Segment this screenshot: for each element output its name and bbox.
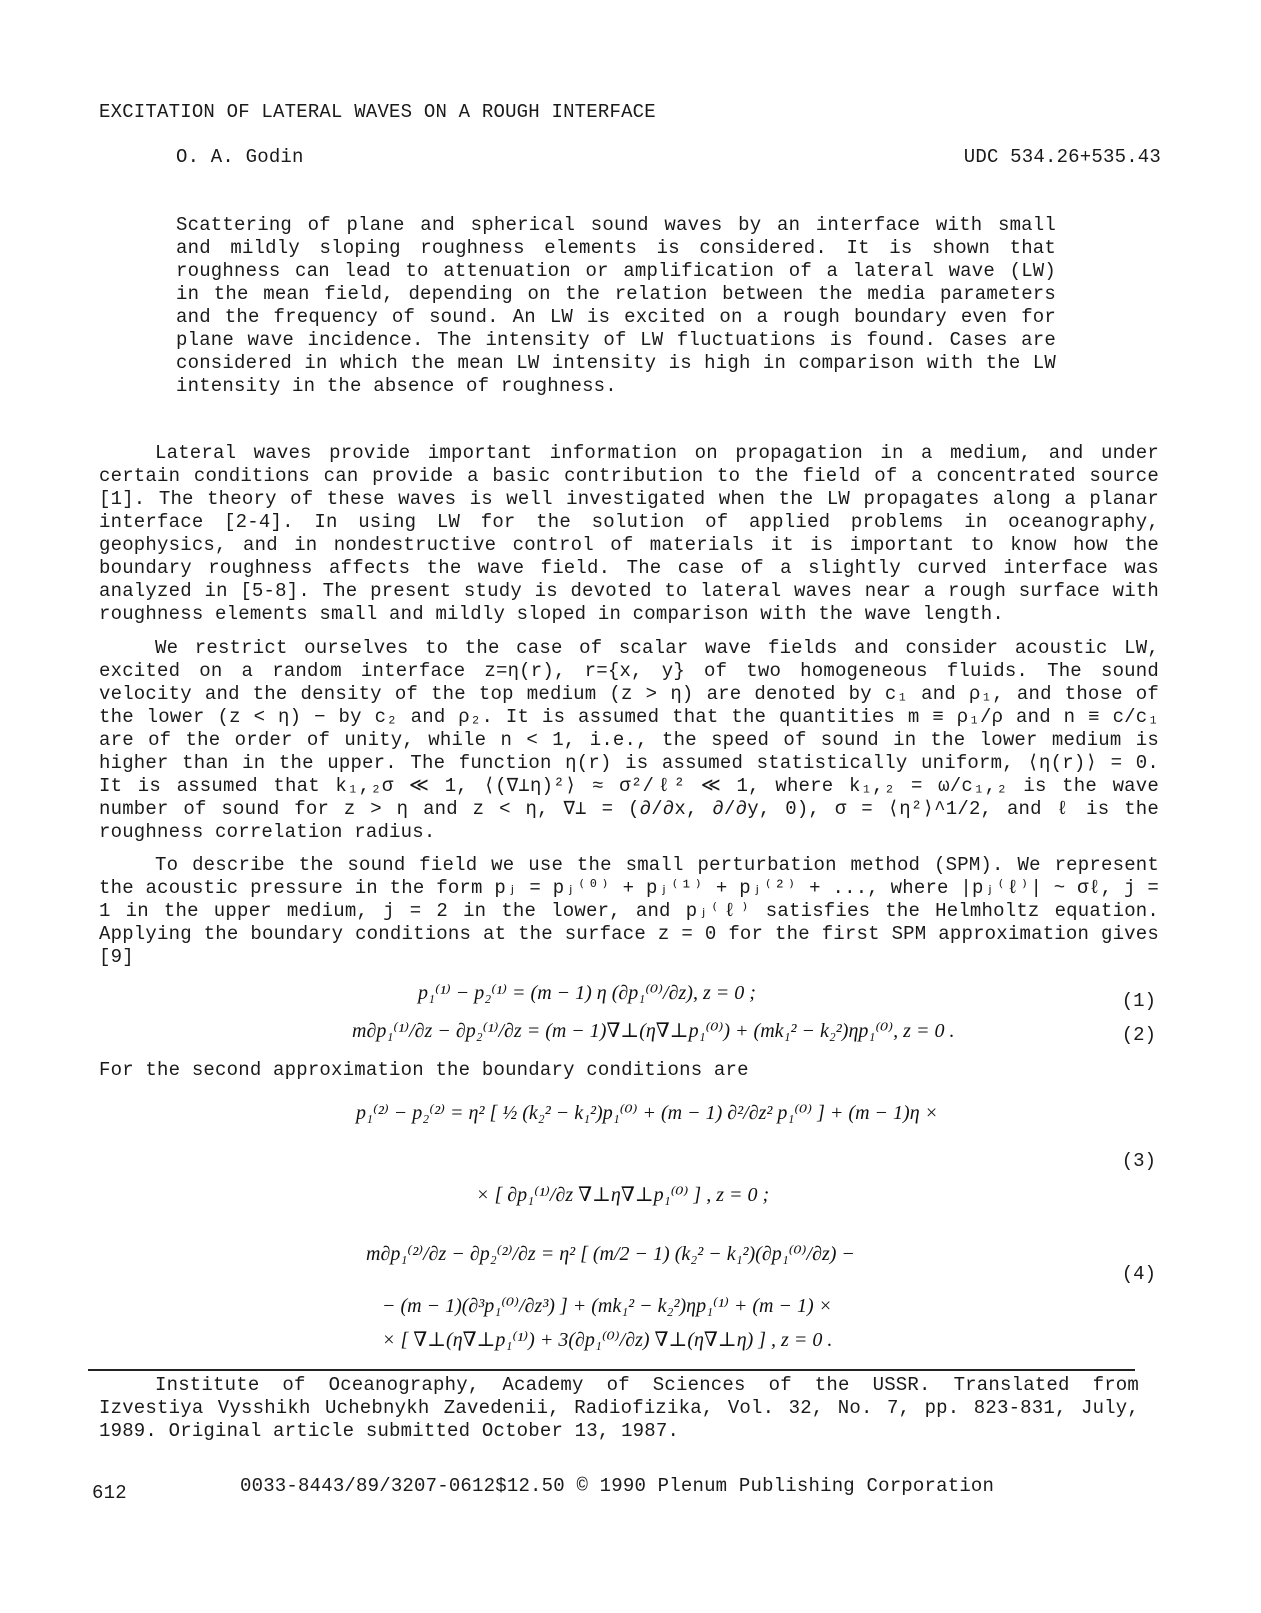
footnote-text: Institute of Oceanography, Academy of Sciences of the USSR. Translated from Izvestiya Vysshikh Uchebnykh Zavedenii, Radiofizika, Vol. 32, No. 7, pp. 823-831, July, 1989. Original article submitted October 13, 1987.: [99, 1374, 1139, 1442]
equation-4-line-1: m∂p₁⁽²⁾/∂z − ∂p₂⁽²⁾/∂z = η² [ (m/2 − 1) (k₂² − k₁²)(∂p₁⁽⁰⁾/∂z) −: [366, 1243, 855, 1265]
footnote-divider: [88, 1369, 1135, 1371]
equation-4-line-3: × [ ∇⊥(η∇⊥p₁⁽¹⁾) + 3(∂p₁⁽⁰⁾/∂z) ∇⊥(η∇⊥η) ] , z = 0 .: [382, 1329, 833, 1351]
body-paragraph-1: [99, 442, 1159, 626]
body-paragraph-2: [99, 637, 1159, 844]
paragraph-text: To describe the sound field we use the small perturbation method (SPM). We represent the acoustic pressure in the form pⱼ = pⱼ⁽⁰⁾ + pⱼ⁽¹⁾ + pⱼ⁽²⁾ + ..., where |pⱼ⁽ℓ⁾| ~ σℓ, j = 1 in the upper medium, j = 2 in the lower, and pⱼ⁽ℓ⁾ satisfies the Helmholtz equation. Applying the boundary conditions at the surface z = 0 for the first SPM approximation gives [9]: [99, 854, 1159, 968]
equation-lead-text: For the second approximation the boundary conditions are: [99, 1059, 749, 1081]
paragraph-text: Lateral waves provide important information on propagation in a medium, and under certain conditions can provide a basic contribution to the field of a concentrated source [1]. The theory of these waves is well investigated when the LW propagates along a planar interface [2-4]. In using LW for the solution of applied problems in oceanography, geophysics, and in nondestructive control of materials it is important to know how the boundary roughness affects the wave field. The case of a slightly curved interface was analyzed in [5-8]. The present study is devoted to lateral waves near a rough surface with roughness elements small and mildly sloped in comparison with the wave length.: [99, 442, 1159, 625]
author-name: O. A. Godin: [176, 146, 304, 168]
equation-2-number: (2): [1121, 1024, 1156, 1046]
equation-1-number: (1): [1121, 990, 1156, 1012]
equation-3-number: (3): [1121, 1150, 1156, 1172]
footnote: [99, 1374, 1139, 1443]
equation-3-line-2: × [ ∂p₁⁽¹⁾/∂z ∇⊥η∇⊥p₁⁽⁰⁾ ] , z = 0 ;: [476, 1184, 770, 1206]
equation-2: m∂p₁⁽¹⁾/∂z − ∂p₂⁽¹⁾/∂z = (m − 1)∇⊥(η∇⊥p₁⁽⁰⁾) + (mk₁² − k₂²)ηp₁⁽⁰⁾, z = 0 .: [352, 1020, 955, 1042]
paper-title: EXCITATION OF LATERAL WAVES ON A ROUGH INTERFACE: [99, 101, 656, 123]
equation-4-number: (4): [1121, 1263, 1156, 1285]
equation-1: p₁⁽¹⁾ − p₂⁽¹⁾ = (m − 1) η (∂p₁⁽⁰⁾/∂z), z = 0 ;: [418, 982, 756, 1004]
equation-3-line-1: p₁⁽²⁾ − p₂⁽²⁾ = η² [ ½ (k₂² − k₁²)p₁⁽⁰⁾ + (m − 1) ∂²/∂z² p₁⁽⁰⁾ ] + (m − 1)η ×: [356, 1102, 939, 1124]
paragraph-text: We restrict ourselves to the case of scalar wave fields and consider acoustic LW, excited on a random interface z=η(r), r={x, y} of two homogeneous fluids. The sound velocity and the density of the top medium (z > η) are denoted by c₁ and ρ₁, and those of the lower (z < η) − by c₂ and ρ₂. It is assumed that the quantities m ≡ ρ₁/ρ and n ≡ c/c₁ are of the order of unity, while n < 1, i.e., the speed of sound in the lower medium is higher than in the upper. The function η(r) is assumed statistically uniform, ⟨η(r)⟩ = 0. It is assumed that k₁,₂σ ≪ 1, ⟨(∇⊥η)²⟩ ≈ σ²/ℓ² ≪ 1, where k₁,₂ = ω/c₁,₂ is the wave number of sound for z > η and z < η, ∇⊥ = (∂/∂x, ∂/∂y, 0), σ = ⟨η²⟩^1/2, and ℓ is the roughness correlation radius.: [99, 637, 1159, 843]
body-paragraph-3: [99, 854, 1159, 969]
abstract: Scattering of plane and spherical sound waves by an interface with small and mildly sloping roughness elements is considered. It is shown that roughness can lead to attenuation or amplification of a lateral wave (LW) in the mean field, depending on the relation between the media parameters and the frequency of sound. An LW is excited on a rough boundary even for plane wave incidence. The intensity of LW fluctuations is found. Cases are considered in which the mean LW intensity is high in comparison with the LW intensity in the absence of roughness.: [176, 214, 1056, 397]
page-number: 612: [92, 1482, 127, 1504]
udc-code: UDC 534.26+535.43: [963, 146, 1161, 168]
copyright-line: 0033-8443/89/3207-0612$12.50 © 1990 Plenum Publishing Corporation: [240, 1475, 995, 1497]
equation-4-line-2: − (m − 1)(∂³p₁⁽⁰⁾/∂z³) ] + (mk₁² − k₂²)ηp₁⁽¹⁾ + (m − 1) ×: [382, 1295, 833, 1317]
